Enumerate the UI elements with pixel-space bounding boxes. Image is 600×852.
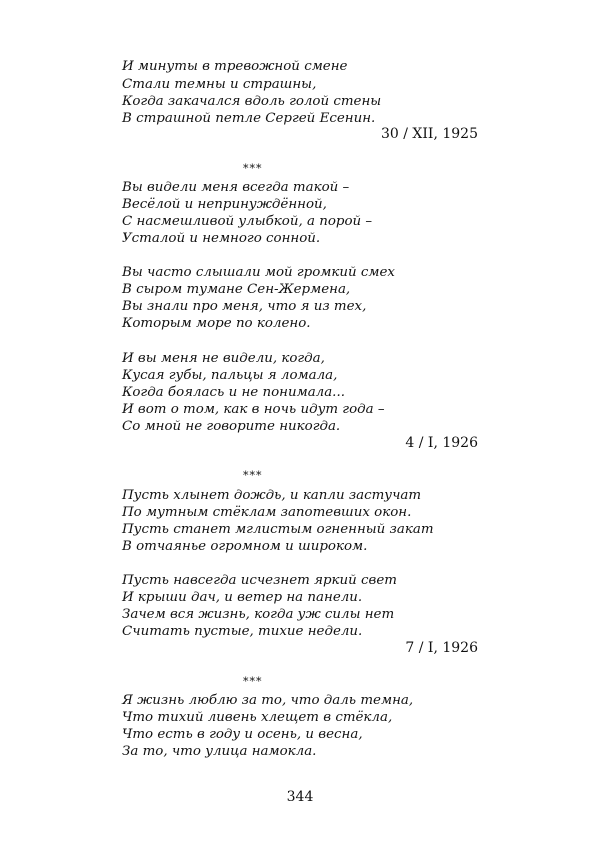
poem-line: Вы видели меня всегда такой –: [122, 180, 350, 195]
poem-line: Зачем вся жизнь, когда уж силы нет: [122, 607, 395, 622]
poem-line: За то, что улица намокла.: [122, 744, 317, 759]
poem-line: Считать пустые, тихие недели.: [122, 624, 363, 639]
poem-line: Которым море по колено.: [122, 316, 311, 331]
poem-line: И минуты в тревожной смене: [122, 59, 348, 74]
poem-line: В отчаянье огромном и широком.: [122, 539, 368, 554]
poem-line: Что есть в году и осень, и весна,: [122, 727, 363, 742]
poem-line: Пусть станет мглистым огненный закат: [122, 522, 434, 537]
poem-line: Вы знали про меня, что я из тех,: [122, 299, 367, 314]
poem-date: 30 / XII, 1925: [381, 126, 478, 142]
poem-line: В сыром тумане Сен-Жермена,: [122, 282, 351, 297]
poem-line: Когда закачался вдоль голой стены: [122, 94, 382, 109]
poem-line: И вот о том, как в ночь идут года –: [122, 402, 385, 417]
page-number: 344: [286, 789, 314, 805]
poem-line: Весёлой и непринуждённой,: [122, 197, 327, 212]
poem-line: Я жизнь люблю за то, что даль темна,: [122, 693, 414, 708]
poem-date: 7 / I, 1926: [405, 640, 478, 656]
poem-line: Когда боялась и не понимала...: [122, 385, 345, 400]
poem-date: 4 / I, 1926: [405, 435, 478, 451]
poem-line: По мутным стёклам запотевших окон.: [122, 505, 412, 520]
poem-line: Пусть хлынет дождь, и капли застучат: [122, 488, 422, 503]
poem-line: Что тихий ливень хлещет в стёкла,: [122, 710, 393, 725]
poem-line: И вы меня не видели, когда,: [122, 351, 325, 366]
poem-separator: ***: [243, 675, 263, 688]
poem-line: Вы часто слышали мой громкий смех: [122, 265, 395, 280]
poem-line: В страшной петле Сергей Есенин.: [122, 111, 376, 126]
poem-line: Со мной не говорите никогда.: [122, 419, 341, 434]
poem-line: Кусая губы, пальцы я ломала,: [122, 368, 338, 383]
poem-line: С насмешливой улыбкой, а порой –: [122, 214, 373, 229]
poem-line: Стали темны и страшны,: [122, 77, 317, 92]
poem-separator: ***: [243, 469, 263, 482]
poem-separator: ***: [243, 162, 263, 175]
poem-line: И крыши дач, и ветер на панели.: [122, 590, 363, 605]
poem-line: Усталой и немного сонной.: [122, 231, 321, 246]
poem-line: Пусть навсегда исчезнет яркий свет: [122, 573, 397, 588]
